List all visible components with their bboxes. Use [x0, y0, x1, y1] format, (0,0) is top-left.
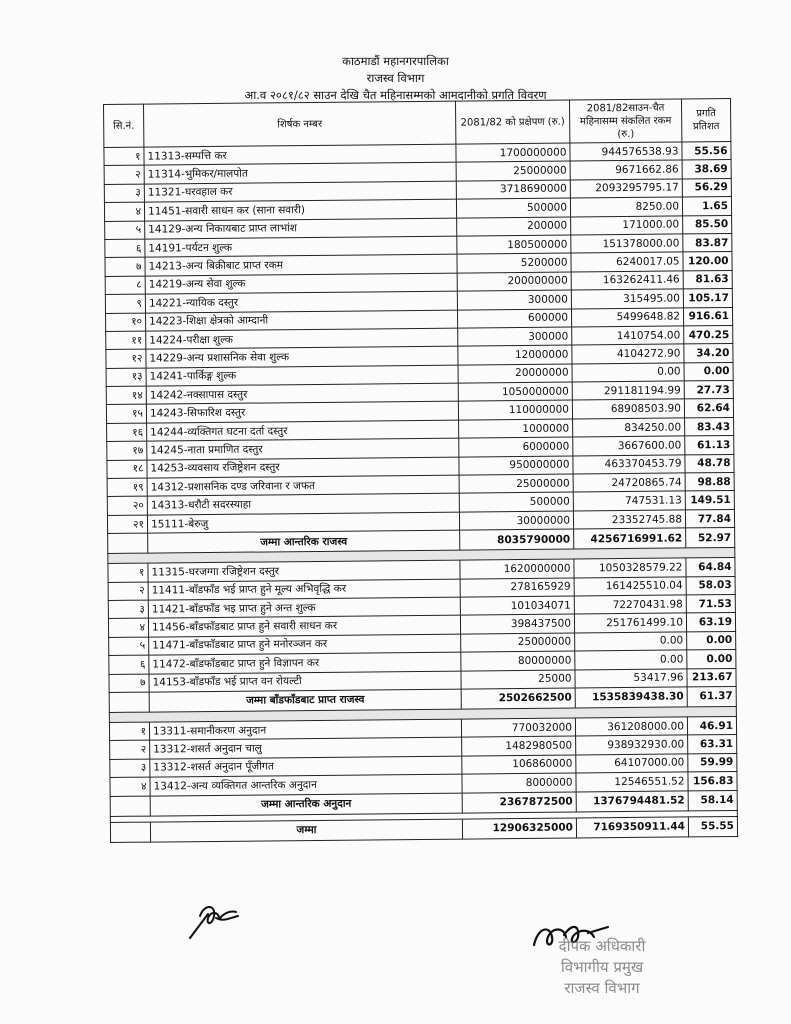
- row-title: 14241-पार्किङ्ग शुल्क: [146, 365, 458, 386]
- row-collected: 0.00: [572, 363, 684, 382]
- row-projection: 12000000: [458, 345, 572, 364]
- row-projection: 25000: [461, 670, 575, 689]
- row-collected: 4104272.90: [572, 344, 684, 363]
- row-title: 13412-अन्य व्यक्तिगत आन्तरिक अनुदान: [150, 774, 462, 795]
- row-title: 14313-धरौटी सदरस्याहा: [147, 494, 459, 515]
- revenue-table: [103, 98, 738, 842]
- row-percent: 916.61: [683, 307, 732, 326]
- row-percent: 149.51: [685, 491, 734, 510]
- row-collected: 8250.00: [570, 197, 682, 216]
- row-percent: 0.00: [687, 631, 736, 650]
- row-projection: 770032000: [461, 718, 575, 737]
- row-sn: ३: [104, 184, 144, 203]
- total-collected: 1535839438.30: [575, 687, 687, 708]
- row-projection: 106860000: [462, 755, 576, 774]
- row-percent: 63.19: [686, 613, 735, 632]
- row-projection: 25000000: [461, 633, 575, 652]
- row-percent: 27.73: [684, 381, 733, 400]
- row-percent: 213.67: [687, 668, 736, 687]
- row-sn: १५: [106, 405, 146, 424]
- row-percent: 98.88: [685, 472, 734, 491]
- row-sn: ४: [104, 202, 144, 221]
- row-collected: 24720865.74: [573, 473, 685, 492]
- row-title: 14213-अन्य बिक्रीबाट प्राप्त रकम: [145, 254, 457, 275]
- row-title: 11451-सवारी साधन कर (साना सवारी): [144, 199, 456, 220]
- row-percent: 56.29: [682, 178, 731, 197]
- row-percent: 470.25: [684, 325, 733, 344]
- row-sn: ५: [105, 221, 145, 240]
- row-percent: 83.43: [685, 417, 734, 436]
- row-projection: 200000: [457, 217, 571, 236]
- row-collected: 12546551.52: [576, 772, 688, 791]
- row-title: 13312-शसर्त अनुदान चालु: [150, 737, 462, 758]
- row-collected: 361208000.00: [575, 717, 687, 736]
- official-stamp: [527, 936, 677, 999]
- grand-total-label: जम्मा: [150, 819, 462, 842]
- row-sn: १०: [106, 313, 146, 332]
- col-sn-header: सि.नं.: [104, 104, 144, 147]
- row-collected: 72270431.98: [574, 595, 686, 614]
- row-collected: 944576538.93: [570, 142, 682, 161]
- row-title: 11314-भुमिकर/मालपोत: [144, 163, 456, 184]
- row-sn: २: [104, 165, 144, 184]
- row-title: 14312-प्रशासनिक दण्ड जरिवाना र जफत: [147, 475, 459, 496]
- row-projection: 300000: [458, 327, 572, 346]
- row-projection: 8000000: [462, 773, 576, 792]
- row-sn: ९: [105, 294, 145, 313]
- row-sn: २१: [107, 515, 147, 534]
- row-projection: 200000000: [457, 272, 571, 291]
- total-label: जम्मा बाँडफाँडबाट प्राप्त राजस्व: [149, 689, 461, 712]
- row-percent: 1.65: [682, 197, 731, 216]
- row-sn: १३: [106, 368, 146, 387]
- total-collected: 1376794481.52: [576, 790, 688, 811]
- row-sn: १२: [106, 349, 146, 368]
- row-percent: 120.00: [683, 252, 732, 271]
- total-percent: 58.14: [688, 790, 737, 810]
- row-sn: १७: [107, 441, 147, 460]
- row-collected: 23352745.88: [573, 510, 685, 529]
- row-title: 11411-बाँडफाँड भई प्राप्त हुने मूल्य अभिवृद्धि कर: [148, 579, 460, 600]
- row-title: 14129-अन्य निकायबाट प्राप्त लाभांश: [145, 218, 457, 239]
- col-title-header: शिर्षक नम्बर: [144, 101, 456, 147]
- row-sn: १: [104, 147, 144, 166]
- row-sn: १६: [107, 423, 147, 442]
- row-percent: 58.03: [686, 576, 735, 595]
- row-percent: 48.78: [685, 454, 734, 473]
- row-collected: 0.00: [575, 632, 687, 651]
- row-title: 14224-परीक्षा शुल्क: [146, 328, 458, 349]
- row-title: 14191-पर्यटन शुल्क: [145, 236, 457, 257]
- row-sn: ३: [108, 600, 148, 619]
- total-collected: 4256716991.62: [574, 528, 686, 549]
- stamp-name: दीपक अधिकारी: [558, 937, 646, 955]
- row-projection: 6000000: [459, 437, 573, 456]
- row-percent: 156.83: [688, 772, 737, 791]
- row-percent: 0.00: [687, 650, 736, 669]
- row-collected: 251761499.10: [574, 613, 686, 632]
- row-percent: 85.50: [683, 215, 732, 234]
- row-title: 14221-न्यायिक दस्तुर: [145, 291, 457, 312]
- row-projection: 25000000: [456, 161, 570, 180]
- row-title: 11472-बाँडफाँडबाट प्राप्त हुने विज्ञापन कर: [149, 652, 461, 673]
- row-title: 11456-बाँडफाँडबाट प्राप्त हुने सवारी साधन कर: [148, 615, 460, 636]
- total-percent: 52.97: [686, 528, 735, 548]
- row-projection: 80000000: [461, 651, 575, 670]
- row-percent: 38.69: [682, 160, 731, 179]
- row-title: 14242-नक्सापास दस्तुर: [146, 383, 458, 404]
- row-projection: 3718690000: [456, 180, 570, 199]
- row-collected: 151378000.00: [571, 234, 683, 253]
- department-name: राजस्व विभाग: [366, 71, 425, 85]
- row-projection: 180500000: [457, 235, 571, 254]
- row-collected: 291181194.99: [572, 381, 684, 400]
- col-collected-header: 2081/82साउन-चैत महिनासम्म संकलित रकम (रु.): [569, 99, 681, 143]
- row-sn: १९: [107, 478, 147, 497]
- row-projection: 110000000: [458, 400, 572, 419]
- row-sn: ६: [109, 655, 149, 674]
- row-collected: 0.00: [575, 650, 687, 669]
- row-percent: 81.63: [683, 270, 732, 289]
- grand-total-collected: 7169350911.44: [576, 816, 688, 837]
- grand-total-percent: 55.55: [688, 816, 737, 836]
- report-title: आ.व २०८१/८२ साउन देखि चैत महिनासम्मको आमदानीको प्रगति विवरण: [244, 88, 547, 102]
- row-projection: 20000000: [458, 364, 572, 383]
- total-blank: [110, 822, 150, 842]
- row-sn: २: [108, 582, 148, 601]
- row-title: 15111-बेरुजु: [147, 512, 459, 533]
- row-sn: १: [108, 563, 148, 582]
- row-sn: ७: [105, 257, 145, 276]
- row-percent: 62.64: [684, 399, 733, 418]
- row-projection: 5200000: [457, 253, 571, 272]
- row-projection: 600000: [457, 309, 571, 328]
- row-percent: 59.99: [688, 753, 737, 772]
- row-sn: ६: [105, 239, 145, 258]
- row-percent: 34.20: [684, 344, 733, 363]
- row-percent: 61.13: [685, 436, 734, 455]
- row-projection: 1700000000: [456, 143, 570, 162]
- total-blank: [109, 692, 149, 712]
- row-title: 14229-अन्य प्रशासनिक सेवा शुल्क: [146, 346, 458, 367]
- row-sn: ४: [110, 777, 150, 796]
- row-title: 11471-बाँडफाँडबाट प्राप्त हुने मनोरञ्जन कर: [149, 634, 461, 655]
- total-blank: [108, 533, 148, 553]
- row-sn: ४: [108, 618, 148, 637]
- row-title: 14245-नाता प्रमाणित दस्तुर: [147, 438, 459, 459]
- row-projection: 1050000000: [458, 382, 572, 401]
- col-percent-header: प्रगति प्रतिशत: [681, 98, 730, 141]
- table-header-row: [104, 98, 731, 147]
- row-sn: ५: [109, 637, 149, 656]
- row-projection: 300000: [457, 290, 571, 309]
- row-sn: ११: [106, 331, 146, 350]
- row-sn: १८: [107, 460, 147, 479]
- row-title: 13312-शसर्त अनुदान पूँजीगत: [150, 756, 462, 777]
- total-label: जम्मा आन्तरिक अनुदान: [150, 793, 462, 816]
- row-collected: 53417.96: [575, 668, 687, 687]
- row-collected: 834250.00: [573, 418, 685, 437]
- row-projection: 500000: [459, 492, 573, 511]
- row-sn: १४: [106, 386, 146, 405]
- stamp-designation: विभागीय प्रमुख: [560, 958, 644, 976]
- row-collected: 3667600.00: [573, 436, 685, 455]
- row-title: 13311-समानीकरण अनुदान: [149, 719, 461, 740]
- total-projection: 8035790000: [460, 529, 574, 550]
- row-collected: 463370453.79: [573, 455, 685, 474]
- row-collected: 315495.00: [571, 289, 683, 308]
- row-title: 14219-अन्य सेवा शुल्क: [145, 273, 457, 294]
- row-sn: ८: [105, 276, 145, 295]
- row-projection: 30000000: [459, 511, 573, 530]
- row-projection: 101034071: [460, 596, 574, 615]
- row-sn: ७: [109, 674, 149, 693]
- row-percent: 77.84: [685, 509, 734, 528]
- row-percent: 83.87: [683, 233, 732, 252]
- row-sn: ३: [110, 759, 150, 778]
- row-projection: 950000000: [459, 456, 573, 475]
- row-collected: 1410754.00: [572, 326, 684, 345]
- row-sn: २०: [107, 497, 147, 516]
- row-percent: 71.53: [686, 594, 735, 613]
- row-sn: १: [109, 722, 149, 741]
- row-title: 14243-सिफारिश दस्तुर: [146, 402, 458, 423]
- row-collected: 163262411.46: [571, 271, 683, 290]
- total-label: जम्मा आन्तरिक राजस्व: [148, 530, 460, 553]
- row-projection: 500000: [456, 198, 570, 217]
- row-collected: 6240017.05: [571, 252, 683, 271]
- row-collected: 68908503.90: [572, 399, 684, 418]
- row-percent: 64.84: [686, 558, 735, 577]
- row-title: 14223-शिक्षा क्षेत्रको आम्दानी: [146, 310, 458, 331]
- signature-left: [186, 896, 246, 942]
- row-title: 14244-व्यक्तिगत घटना दर्ता दस्तुर: [147, 420, 459, 441]
- office-name: काठमाडौं महानगरपालिका: [342, 54, 449, 68]
- total-projection: 2502662500: [461, 688, 575, 709]
- row-title: 11313-सम्पत्ति कर: [144, 144, 456, 165]
- row-percent: 63.31: [688, 735, 737, 754]
- col-projection-header: 2081/82 को प्रक्षेपण (रु.): [455, 100, 569, 144]
- row-collected: 161425510.04: [574, 577, 686, 596]
- row-percent: 46.91: [687, 716, 736, 735]
- row-projection: 1000000: [459, 419, 573, 438]
- row-collected: 64107000.00: [576, 754, 688, 773]
- row-percent: 105.17: [683, 289, 732, 308]
- row-collected: 9671662.86: [570, 160, 682, 179]
- grand-total-projection: 12906325000: [462, 817, 576, 838]
- row-projection: 1482980500: [462, 736, 576, 755]
- row-title: 11315-घरजग्गा रजिष्ट्रेशन दस्तुर: [148, 560, 460, 581]
- row-percent: 0.00: [684, 362, 733, 381]
- stamp-department: राजस्व विभाग: [564, 979, 640, 997]
- row-collected: 1050328579.22: [574, 558, 686, 577]
- row-collected: 2093295795.17: [570, 179, 682, 198]
- row-collected: 171000.00: [571, 216, 683, 235]
- row-title: 14253-व्यवसाय रजिष्ट्रेशन दस्तुर: [147, 457, 459, 478]
- row-title: 14153-बाँडफाँड भई प्राप्त वन रोयल्टी: [149, 671, 461, 692]
- row-collected: 747531.13: [573, 491, 685, 510]
- row-collected: 938932930.00: [576, 735, 688, 754]
- total-blank: [110, 796, 150, 816]
- row-title: 11421-बाँडफाँड भइ प्राप्त हुने अन्त शुल्क: [148, 597, 460, 618]
- total-percent: 61.37: [687, 686, 736, 706]
- row-projection: 1620000000: [460, 559, 574, 578]
- row-projection: 278165929: [460, 578, 574, 597]
- row-sn: २: [110, 740, 150, 759]
- row-collected: 5499648.82: [571, 307, 683, 326]
- row-projection: 25000000: [459, 474, 573, 493]
- row-title: 11321-घरवहाल कर: [144, 181, 456, 202]
- total-projection: 2367872500: [462, 791, 576, 812]
- row-percent: 55.56: [682, 141, 731, 160]
- row-projection: 398437500: [460, 614, 574, 633]
